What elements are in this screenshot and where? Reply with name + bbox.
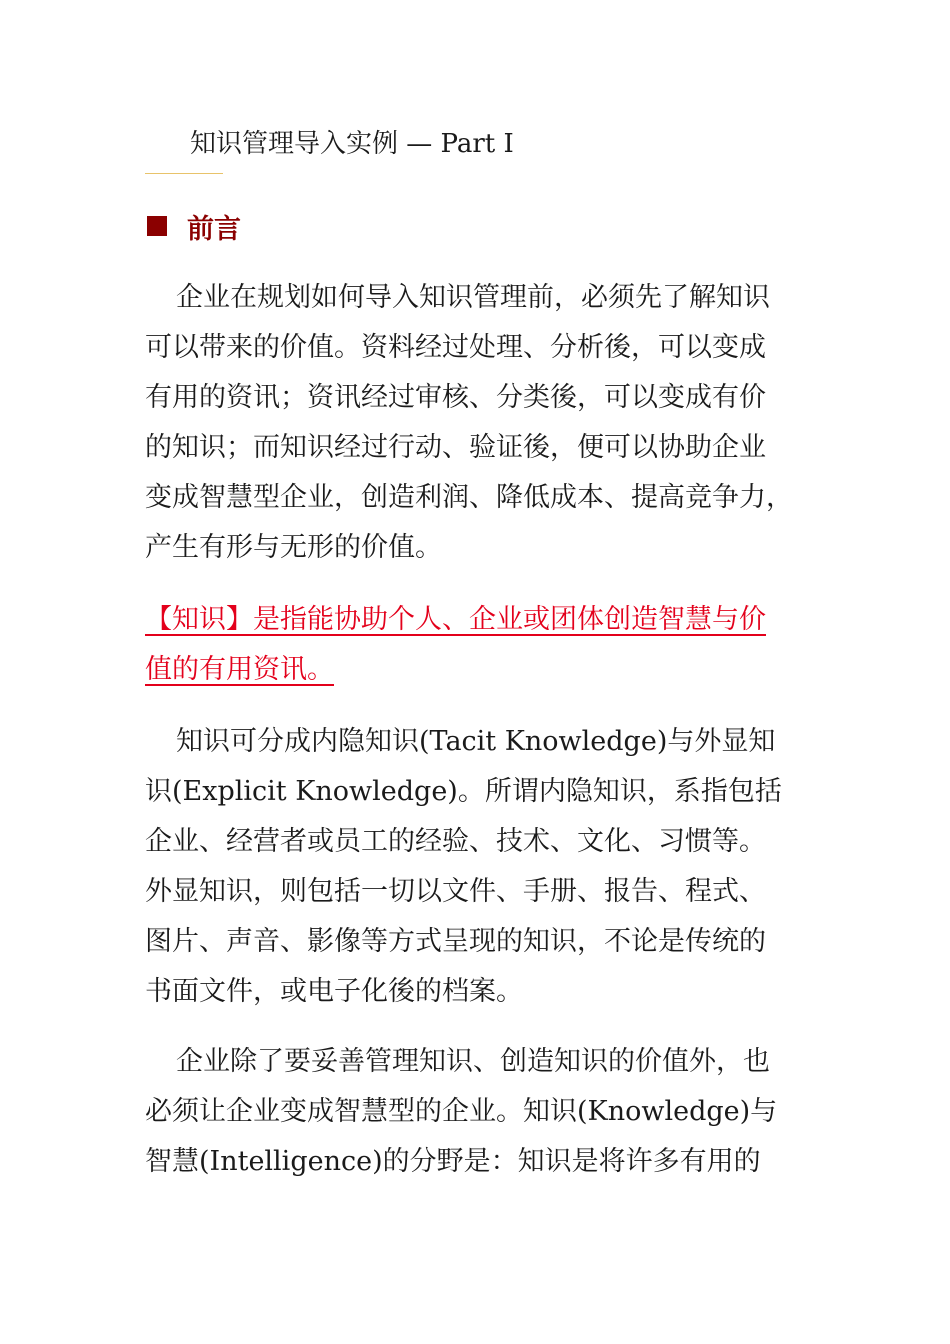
intro-paragraph	[145, 273, 825, 573]
paragraph-line: 可以带来的价值。资料经过处理、分析後，可以变成	[145, 332, 766, 363]
paragraph-line: 图片、声音、影像等方式呈现的知识，不论是传统的	[145, 926, 766, 957]
paragraph-line: 产生有形与无形的价值。	[145, 532, 442, 563]
title-underline-rule	[145, 173, 223, 174]
square-bullet-icon	[147, 216, 167, 236]
paragraph-line: 企业在规划如何导入知识管理前，必须先了解知识	[176, 282, 770, 313]
paragraph-line: 必须让企业变成智慧型的企业。知识(Knowledge)与	[145, 1096, 778, 1127]
section-heading	[147, 206, 241, 246]
paragraph-line: 企业、经营者或员工的经验、技术、文化、习惯等。	[145, 826, 766, 857]
paragraph-line: 知识可分成内隐知识(Tacit Knowledge)与外显知	[176, 726, 776, 757]
paragraph-line: 有用的资讯；资讯经过审核、分类後，可以变成有价	[145, 382, 766, 413]
paragraph-line: 外显知识，则包括一切以文件、手册、报告、程式、	[145, 876, 766, 907]
paragraph-line: 的知识；而知识经过行动、验证後，便可以协助企业	[145, 432, 766, 463]
paragraph-line: 企业除了要妥善管理知识、创造知识的价值外，也	[176, 1046, 770, 1077]
paragraph-line: 书面文件，或电子化後的档案。	[145, 976, 523, 1007]
paragraph-line: 智慧(Intelligence)的分野是：知识是将许多有用的	[145, 1146, 761, 1177]
section-heading-label: 前言	[187, 213, 241, 245]
paragraph-line: 识(Explicit Knowledge)。所谓内隐知识，系指包括	[145, 776, 782, 807]
document-title: 知识管理导入实例 — Part I	[190, 129, 514, 159]
definition-line: 【知识】是指能协助个人、企业或团体创造智慧与价	[145, 604, 766, 635]
definition-line: 值的有用资讯。	[145, 654, 334, 685]
paragraph-line: 变成智慧型企业，创造利润、降低成本、提高竞争力，	[145, 482, 793, 513]
knowledge-definition	[145, 595, 825, 695]
intelligence-paragraph	[145, 1037, 825, 1187]
knowledge-types-paragraph	[145, 717, 825, 1017]
